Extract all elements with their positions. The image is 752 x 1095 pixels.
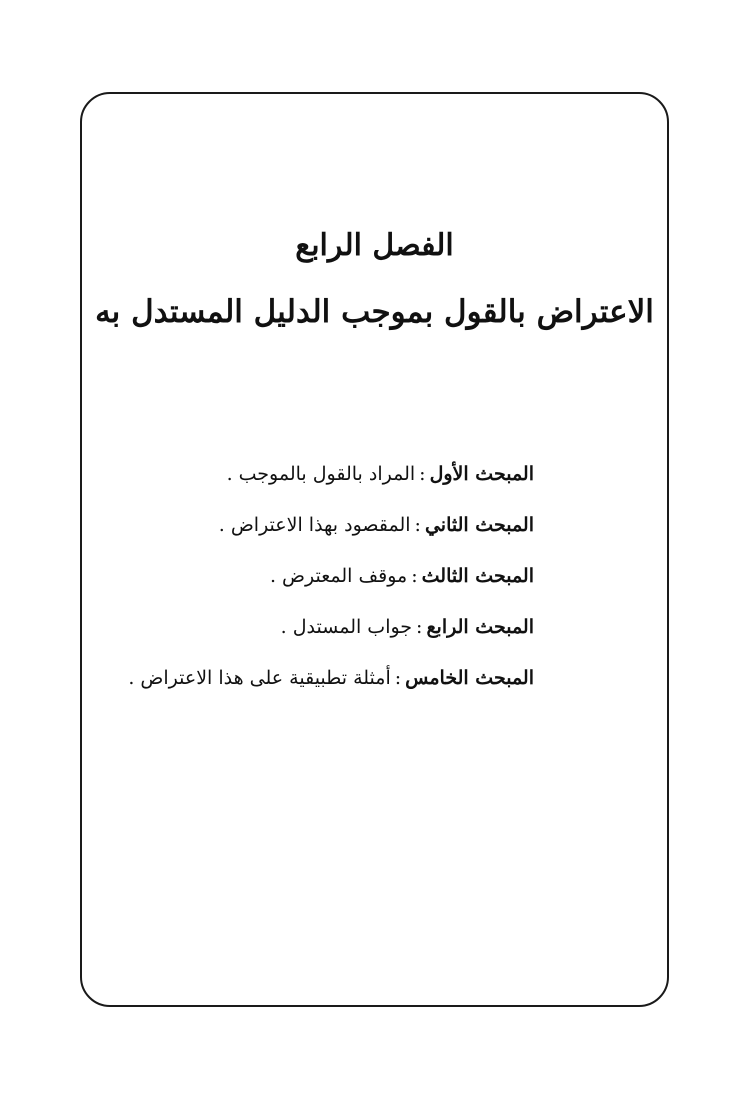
section-item-2 bbox=[134, 507, 534, 543]
section-item-1 bbox=[134, 456, 534, 492]
chapter-title: الفصل الرابع bbox=[295, 228, 454, 263]
section-separator: : bbox=[416, 616, 423, 638]
section-item-4 bbox=[134, 609, 534, 645]
section-item-5 bbox=[128, 660, 534, 696]
section-label: المبحث الأول bbox=[429, 463, 534, 485]
section-separator: : bbox=[419, 463, 426, 485]
section-text: موقف المعترض . bbox=[269, 565, 408, 587]
section-text: جواب المستدل . bbox=[280, 616, 413, 638]
section-list bbox=[128, 456, 534, 711]
section-separator: : bbox=[394, 667, 402, 689]
section-separator: : bbox=[411, 565, 418, 587]
section-text: أمثلة تطبيقية على هذا الاعتراض . bbox=[128, 667, 391, 689]
chapter-subtitle: الاعتراض بالقول بموجب الدليل المستدل به bbox=[95, 294, 654, 330]
section-label: المبحث الرابع bbox=[426, 616, 534, 638]
section-label: المبحث الخامس bbox=[405, 667, 534, 689]
section-label: المبحث الثالث bbox=[421, 565, 534, 587]
section-label: المبحث الثاني bbox=[424, 514, 534, 536]
section-item-3 bbox=[134, 558, 534, 594]
section-text: المقصود بهذا الاعتراض . bbox=[218, 514, 411, 536]
section-text: المراد بالقول بالموجب . bbox=[226, 463, 416, 485]
section-separator: : bbox=[414, 514, 421, 536]
